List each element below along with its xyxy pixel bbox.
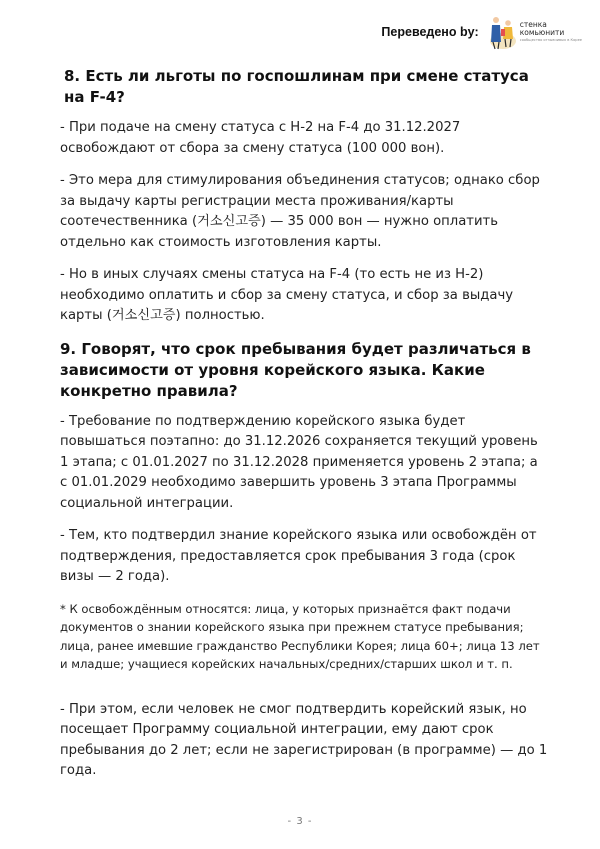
page-number: - 3 - [287,816,313,827]
section-8-paragraph-1: - При подаче на смену статуса с H-2 на F-4 до 31.12.2027 освобождают от сбора за смену статуса (100 000 вон). [60,120,461,156]
logo-tagline: сообщество отзывчивых в Корее [519,38,582,43]
section-8-paragraph-3: - Но в иных случаях смены статуса на F-4 (то есть не из H-2) необходимо оплатить и сбор за смену статуса, и сбор за выдачу карты (거소신고증) полностью. [60,267,514,323]
section-9-paragraph-3: - При этом, если человек не смог подтвердить корейский язык, но посещает Программу социальной интеграции, ему дают срок пребывания до 2 лет; если не зарегистрирован (в программе) — до 1 года. [60,701,548,778]
header [381,12,582,52]
section-8-paragraph-2: - Это мера для стимулирования объединения статусов; однако сбор за выдачу карты регистрации места проживания/карты соотечественника (거소신고증) — 35 000 вон — нужно оплатить отдельно как стоимость изготовления карты. [60,173,540,250]
document-body [60,66,548,794]
section-9-paragraph-1: - Требование по подтверждению корейского языка будет повышаться поэтапно: до 31.12.2026 сохраняется текущий уровень 1 этапа; с 01.01.2027 по 31.12.2028 применяется уровень 2 этапа; а с 01.01.2029 необходимо завершить уровень 3 этапа Программы социальной интеграции. [60,413,538,511]
translated-by-label: Переведено by: [381,25,479,39]
section-9-paragraph-2: - Тем, кто подтвердил знание корейского языка или освобождён от подтверждения, предоставляется срок пребывания 3 года (срок визы — 2 года). [60,528,537,584]
logo-line-1: стенка [519,19,547,29]
section-8-title: 8. Есть ли льготы по госпошлинам при смене статуса на F-4? [64,67,529,106]
community-logo [487,12,582,52]
people-logo-icon [487,12,517,52]
section-9-title: 9. Говорят, что срок пребывания будет различаться в зависимости от уровня корейского языка. Какие конкретно правила? [60,339,531,400]
section-9-footnote: * К освобождённым относятся: лица, у которых признаётся факт подачи документов о знании корейского языка при прежнем статусе пребывания; лица, ранее имевшие гражданство Республики Корея; лица 60+; лица 13 лет и младше; учащиеся корейских начальных/средних/старших школ и т. п. [60,601,540,671]
logo-line-2: комьюнити [519,28,565,38]
